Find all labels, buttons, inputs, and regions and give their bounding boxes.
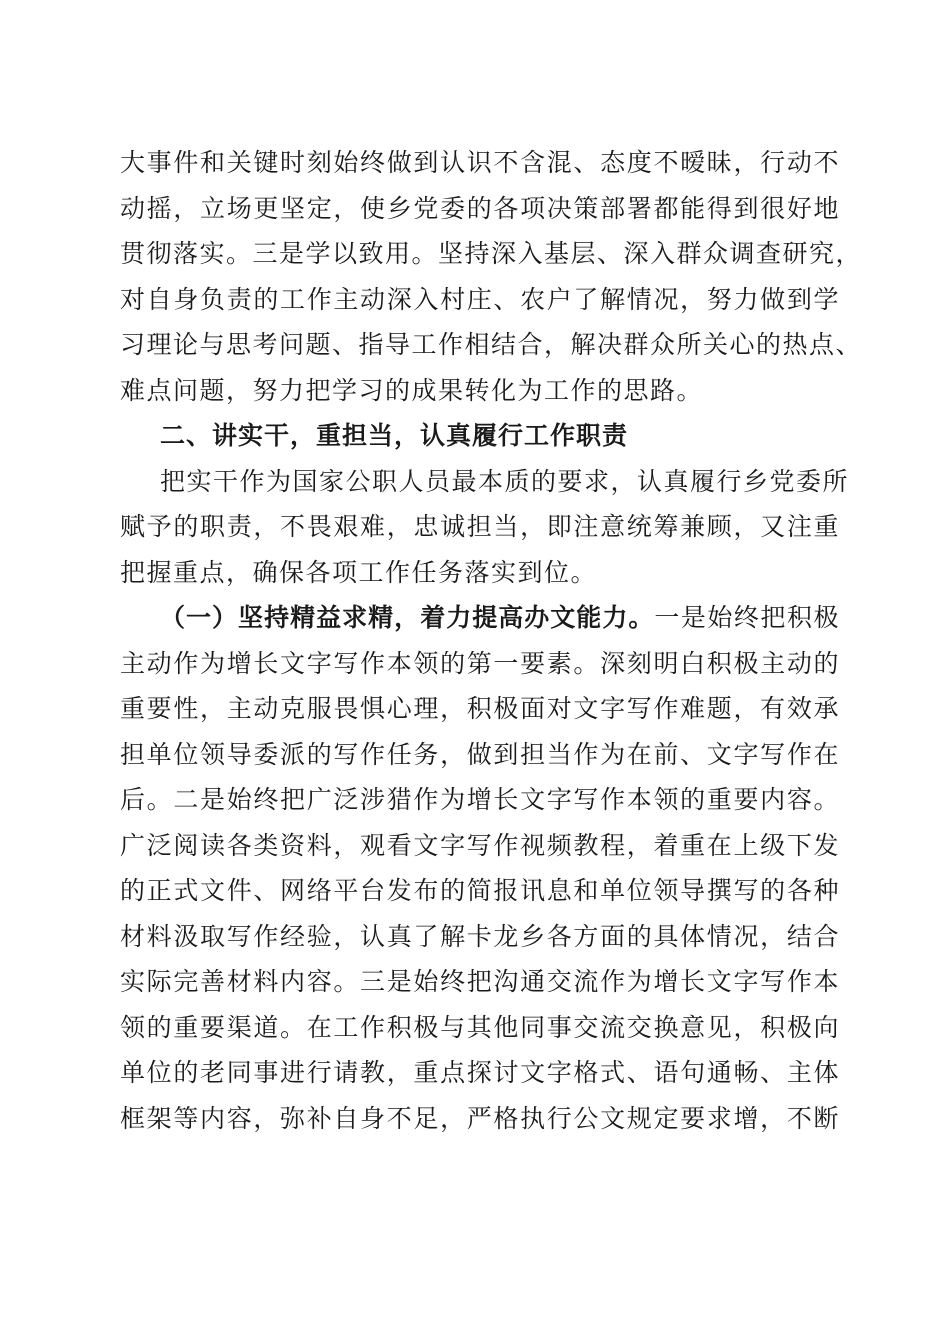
subsection-heading-1: （一）坚持精益求精，着力提高办文能力。 [160, 603, 655, 632]
paragraph1-line-4: 对自身负责的工作主动深入村庄、农户了解情况，努力做到学 [120, 284, 840, 314]
paragraph1-line-2: 动摇，立场更坚定，使乡党委的各项决策部署都能得到很好地 [120, 193, 840, 223]
paragraph1-line-3: 贯彻落实。三是学以致用。坚持深入基层、深入群众调查研究， [120, 239, 863, 268]
paragraph1-line-1: 大事件和关键时刻始终做到认识不含混、态度不暧昧，行动不 [120, 148, 840, 177]
paragraph3-line-12: 框架等内容，弥补自身不足，严格执行公文规定要求增，不断 [120, 1103, 840, 1133]
paragraph3-line-9: 实际完善材料内容。三是始终把沟通交流作为增长文字写作本 [120, 967, 840, 996]
paragraph3-line-5: 后。二是始终把广泛涉猎作为增长文字写作本领的重要内容。 [120, 785, 840, 814]
paragraph1-line-5: 习理论与思考问题、指导工作相结合，解决群众所关心的热点、 [120, 330, 863, 359]
paragraph3-line-7: 的正式文件、网络平台发布的简报讯息和单位领导撰写的各种 [120, 876, 840, 905]
paragraph2-line-2: 赋予的职责，不畏艰难，忠诚担当，即注意统筹兼顾，又注重 [120, 512, 840, 541]
paragraph3-line-11: 单位的老同事进行请教，重点探讨文字格式、语句通畅、主体 [120, 1058, 840, 1087]
paragraph3-line-10: 领的重要渠道。在工作积极与其他同事交流交换意见，积极向 [120, 1012, 840, 1042]
document-body [120, 140, 863, 1141]
paragraph3-line-8: 材料汲取写作经验，认真了解卡龙乡各方面的具体情况，结合 [120, 921, 840, 951]
paragraph3-line-4: 担单位领导委派的写作任务，做到担当作为在前、文字写作在 [120, 739, 840, 769]
paragraph3-line-1-text: 一是始终把积极 [654, 603, 840, 632]
paragraph3-line-2: 主动作为增长文字写作本领的第一要素。深刻明白积极主动的 [120, 648, 840, 678]
paragraph2-line-3: 把握重点，确保各项工作任务落实到位。 [120, 557, 598, 587]
paragraph3-line-3: 重要性，主动克服畏惧心理，积极面对文字写作难题，有效承 [120, 694, 840, 723]
paragraph3-line-6: 广泛阅读各类资料，观看文字写作视频教程，着重在上级下发 [120, 830, 840, 860]
paragraph2-line-1: 把实干作为国家公职人员最本质的要求，认真履行乡党委所 [160, 466, 850, 496]
section-heading-2: 二、讲实干，重担当，认真履行工作职责 [160, 421, 629, 450]
paragraph1-line-6: 难点问题，努力把学习的成果转化为工作的思路。 [120, 375, 704, 405]
paragraph3-line-1 [120, 595, 840, 641]
